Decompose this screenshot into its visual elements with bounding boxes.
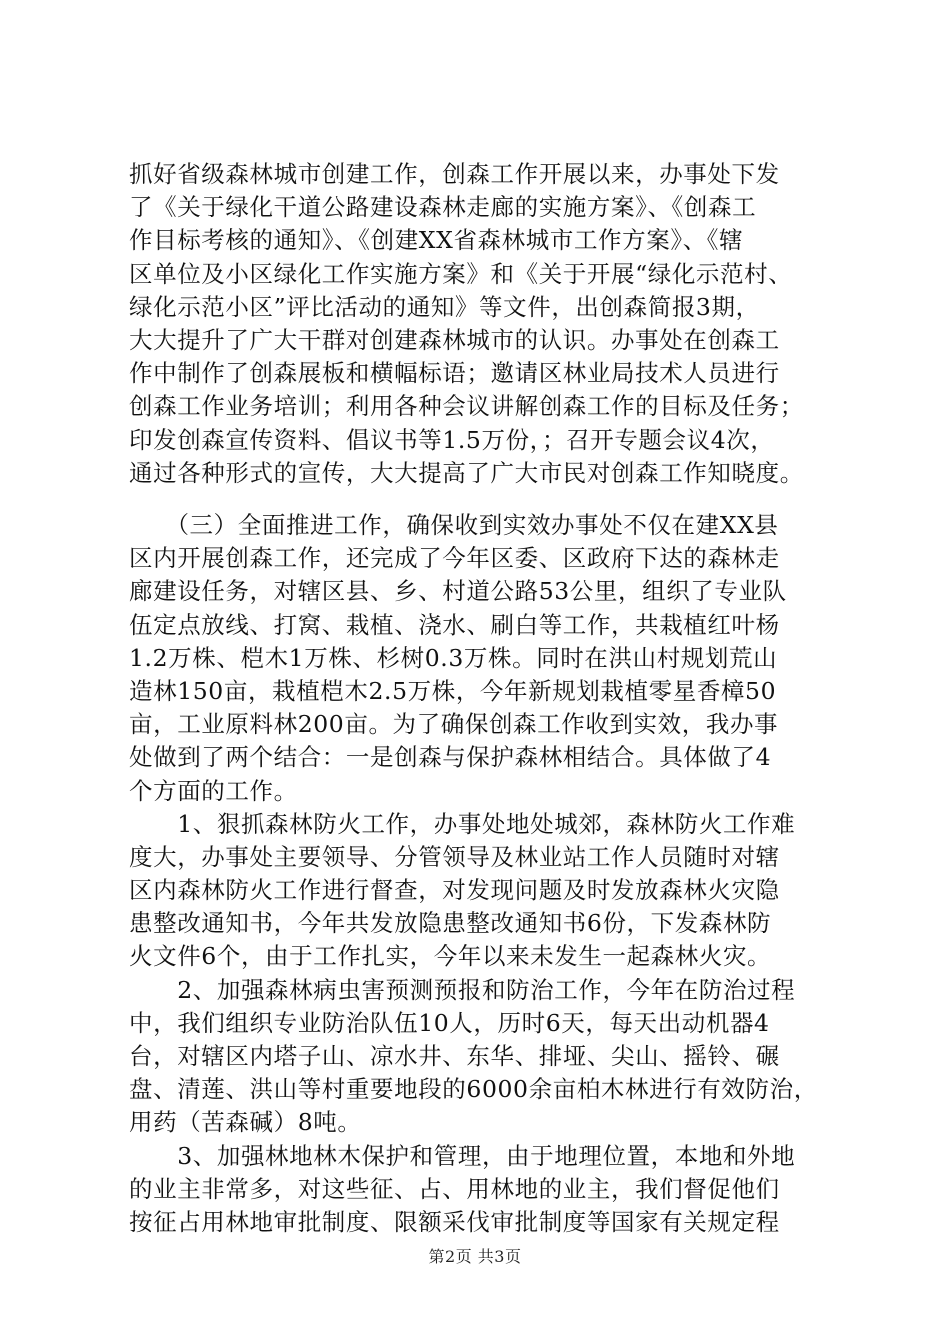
text-line: 台，对辖区内塔子山、凉水井、东华、排垭、尖山、摇铃、碾: [129, 1042, 780, 1070]
text-line: 火文件6个，由于工作扎实，今年以来未发生一起森林火灾。: [129, 942, 772, 971]
text-line: 1.2万株、桤木1万株、杉树0.3万株。同时在洪山村规划荒山: [129, 643, 778, 672]
text-line: 盘、清莲、洪山等村重要地段的6000余亩柏木林进行有效防治，: [129, 1075, 818, 1104]
text-line: 作中制作了创森展板和横幅标语；邀请区林业局技术人员进行: [129, 359, 780, 388]
text-line: 通过各种形式的宣传，大大提高了广大市民对创森工作知晓度。: [129, 458, 804, 487]
text-line: 处做到了两个结合：一是创森与保护森林相结合。具体做了4: [129, 743, 772, 772]
text-line: 用药（苦森碱）8吨。: [129, 1108, 362, 1137]
text-line: 度大，办事处主要领导、分管领导及林业站工作人员随时对辖: [129, 842, 780, 871]
paragraph-forest-city-publicity: [129, 158, 849, 490]
paragraph-comprehensive-progress: [129, 509, 849, 1239]
text-line: 印发创森宣传资料、倡议书等1.5万份，；召开专题会议4次，: [129, 425, 775, 454]
text-line: 3、加强林地林木保护和管理，由于地理位置，本地和外地: [129, 1141, 796, 1170]
page-number-footer: 第2页 共3页: [428, 1247, 522, 1266]
text-line: 廊建设任务，对辖区县、乡、村道公路53公里，组织了专业队: [129, 577, 787, 606]
text-line: 亩，工业原料林200亩。为了确保创森工作收到实效，我办事: [129, 710, 779, 739]
text-line: 个方面的工作。: [129, 776, 298, 805]
text-line: 区内森林防火工作进行督查，对发现问题及时发放森林火灾隐: [129, 876, 780, 905]
text-line: 造林150亩，栽植桤木2.5万株，今年新规划栽植零星香樟50: [129, 676, 777, 705]
text-line: 患整改通知书，今年共发放隐患整改通知书6份，下发森林防: [129, 909, 772, 938]
text-line: 绿化示范小区”评比活动的通知》等文件，出创森简报3期，: [129, 292, 760, 321]
text-line: 创森工作业务培训；利用各种会议讲解创森工作的目标及任务；: [129, 392, 804, 421]
text-line: 1、狠抓森林防火工作，办事处地处城郊，森林防火工作难: [129, 809, 796, 838]
text-line: 伍定点放线、打窝、栽植、浇水、刷白等工作，共栽植红叶杨: [129, 610, 780, 639]
text-line: 2、加强森林病虫害预测预报和防治工作，今年在防治过程: [129, 975, 796, 1004]
text-line: 了《关于绿化干道公路建设森林走廊的实施方案》、《创森工: [129, 193, 757, 222]
text-line: （三）全面推进工作，确保收到实效办事处不仅在建XX县: [129, 511, 779, 539]
text-line: 中，我们组织专业防治队伍10人，历时6天，每天出动机器4: [129, 1008, 770, 1037]
text-line: 按征占用林地审批制度、限额采伐审批制度等国家有关规定程: [129, 1207, 780, 1236]
text-line: 抓好省级森林城市创建工作，创森工作开展以来，办事处下发: [129, 160, 780, 188]
text-line: 的业主非常多，对这些征、占、用林地的业主，我们督促他们: [129, 1174, 780, 1203]
text-line: 大大提升了广大干群对创建森林城市的认识。办事处在创森工: [129, 325, 780, 354]
text-line: 区单位及小区绿化工作实施方案》和《关于开展“绿化示范村、: [129, 259, 793, 288]
text-line: 作目标考核的通知》、《创建XX省森林城市工作方案》、《辖: [129, 226, 744, 255]
text-line: 区内开展创森工作，还完成了今年区委、区政府下达的森林走: [129, 544, 780, 573]
